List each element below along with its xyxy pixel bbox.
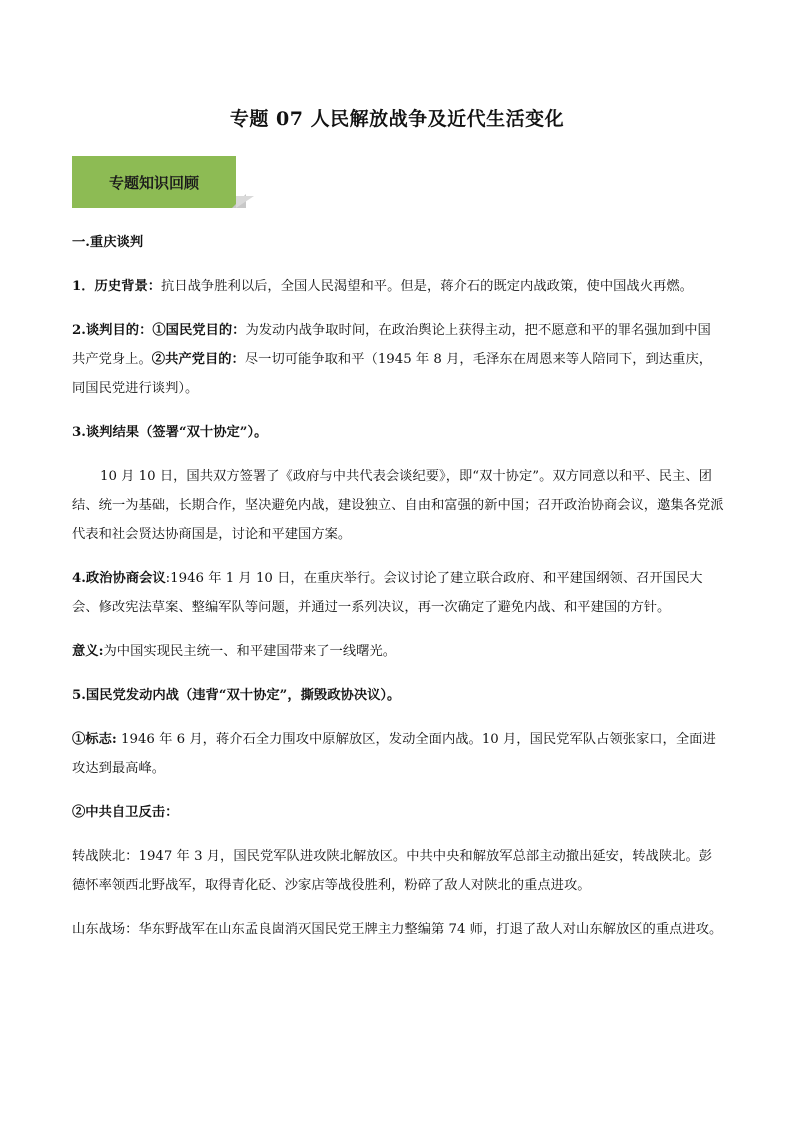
paragraph-text: 为发动内战争取时间，在政治舆论上获得主动，把不愿意和平的罪名强加到中国共产党身上。 <box>72 323 711 367</box>
paragraph-label: 2.谈判目的：①国民党目的： <box>72 323 246 338</box>
paragraph-shandong: 山东战场：华东野战军在山东孟良崮消灭国民党王牌主力整编第 74 师，打退了敌人对山东解放区的重点进攻。 <box>72 922 723 937</box>
banner-label: 专题知识回顾 <box>72 156 236 208</box>
paragraph-heading: 3.谈判结果（签署“双十协定”）。 <box>72 425 268 440</box>
document-body <box>72 228 724 944</box>
section-banner <box>72 156 238 208</box>
paragraph-text: 尽一切可能争取和平（1945 年 8 月，毛泽东在周恩来等人陪同下，到达重庆，同国民党进行谈判）。 <box>72 352 713 396</box>
paragraph-text: 1946 年 6 月，蒋介石全力围攻中原解放区，发动全面内战。10 月，国民党军队占领张家口，全面进攻达到最高峰。 <box>72 732 716 776</box>
paragraph-heading: 5.国民党发动内战（违背“双十协定”，撕毁政协决议）。 <box>72 688 401 703</box>
paragraph-label: ①标志: <box>72 732 117 747</box>
paragraph-sign <box>72 725 724 783</box>
paragraph-pcc <box>72 564 724 622</box>
paragraph-result: 10 月 10 日，国共双方签署了《政府与中共代表会谈纪要》，即“双十协定”。双方同意以和平、民主、团结、统一为基础，长期合作，坚决避免内战，建设独立、自由和富强的新中国；召开政治协商会议，邀集各党派代表和社会贤达协商国是，讨论和平建国方案。 <box>72 469 724 542</box>
paragraph-purpose <box>72 316 724 403</box>
paragraph-significance <box>72 637 724 666</box>
paragraph-heading: ②中共自卫反击： <box>72 805 179 820</box>
paragraph-label: 1．历史背景： <box>72 279 162 294</box>
paragraph-label: 4.政治协商会议 <box>72 571 166 586</box>
paragraph-text: 为中国实现民主统一、和平建国带来了一线曙光。 <box>103 644 397 659</box>
page-title: 专题 07 人民解放战争及近代生活变化 <box>229 108 565 130</box>
banner-shadow-decoration <box>236 196 254 208</box>
paragraph-background <box>72 272 724 301</box>
paragraph-text: 抗日战争胜利以后，全国人民渴望和平。但是，蒋介石的既定内战政策，使中国战火再燃。 <box>161 279 693 294</box>
paragraph-text: :1946 年 1 月 10 日，在重庆举行。会议讨论了建立联合政府、和平建国纲领、召开国民大会、修改宪法草案、整编军队等问题，并通过一系列决议，再一次确定了避免内战、和平建国的方针。 <box>72 571 703 615</box>
paragraph-shaanbei: 转战陕北：1947 年 3 月，国民党军队进攻陕北解放区。中共中央和解放军总部主动撤出延安，转战陕北。彭德怀率领西北野战军，取得青化砭、沙家店等战役胜利，粉碎了敌人对陕北的重点进攻。 <box>72 849 713 893</box>
section-heading: 一.重庆谈判 <box>72 235 144 250</box>
paragraph-label: 意义: <box>72 644 104 659</box>
paragraph-label: ②共产党目的： <box>151 352 245 367</box>
